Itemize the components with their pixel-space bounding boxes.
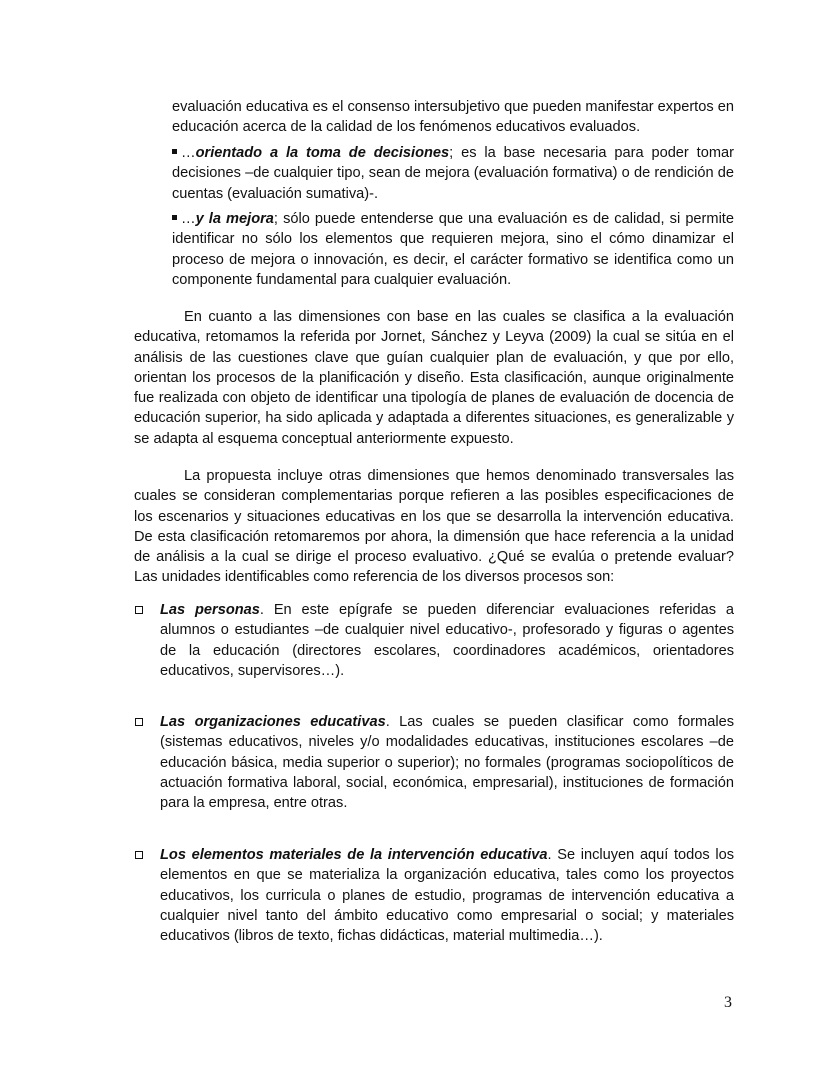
list-item-term: Los elementos materiales de la intervención educativa <box>160 847 548 863</box>
sub-bullet-prefix: … <box>181 211 196 227</box>
sub-bullet-mejora <box>172 209 734 290</box>
list-item-organizaciones <box>160 712 734 813</box>
body-paragraph-dimensiones: En cuanto a las dimensiones con base en las cuales se clasifica a la evaluación educativa, retomamos la referida por Jornet, Sánchez y Leyva (2009) la cual se sitúa en el análisis de las cuestiones clave que guían cualquier plan de evaluación, y que por ello, orientan los procesos de la planificación y diseño. Esta clasificación, aunque originalmente fue realizada con objeto de identificar una tipología de planes de evaluación de docencia de educación superior, ha sido aplicada y adaptada a diferentes situaciones, es generalizable y se adapta al esquema conceptual anteriormente expuesto. <box>134 309 734 447</box>
list-item-term: Las organizaciones educativas <box>160 714 386 730</box>
checkbox-bullet-icon <box>135 851 143 859</box>
list-item-text: . En este epígrafe se pueden diferenciar evaluaciones referidas a alumnos o estudiantes –de cualquier nivel educativo-, profesorado y figuras o agentes de la educación (directores escolares, coordinadores académicos, orientadores educativos, supervisores…). <box>160 602 734 679</box>
list-item-text: . Se incluyen aquí todos los elementos en que se materializa la organización educativa, tales como los proyectos educativos, los curricula o planes de estudio, programas de intervención educativa a cualquier nivel tanto del ámbito educativo como empresarial o social; y materiales educativos (libros de texto, fichas didácticas, material multimedia…). <box>160 847 735 945</box>
list-item-term: Las personas <box>160 602 260 618</box>
sub-bullet-prefix: … <box>181 145 196 161</box>
page-number: 3 <box>724 994 732 1011</box>
checkbox-bullet-icon <box>135 718 143 726</box>
list-item-text: . Las cuales se pueden clasificar como formales (sistemas educativos, niveles y/o modalidades educativas, instituciones escolares –de educación básica, media superior o superior); no formales (programas sociopolíticos de actuación formativa laboral, social, económica, empresarial), instituciones de formación para la empresa, entre otras. <box>160 714 734 812</box>
list-item-personas <box>160 600 734 681</box>
checkbox-bullet-icon <box>135 606 143 614</box>
list-item-elementos-materiales <box>160 845 734 946</box>
sub-bullet-term: orientado a la toma de decisiones <box>195 145 450 161</box>
sub-bullet-text: ; es la base necesaria para poder tomar decisiones –de cualquier tipo, sean de mejora (evaluación formativa) o de rendición de cuentas (evaluación sumativa)-. <box>172 145 734 202</box>
square-bullet-icon <box>172 149 177 154</box>
sub-bullet-decisions <box>172 143 734 204</box>
sub-bullet-text: ; sólo puede entenderse que una evaluación es de calidad, si permite identificar no sólo los elementos que requieren mejora, sino el cómo dinamizar el proceso de mejora o innovación, es decir, el carácter formativo se identifica como un componente fundamental para cualquier evaluación. <box>172 211 734 288</box>
square-bullet-icon <box>172 215 177 220</box>
intro-paragraph-tail: evaluación educativa es el consenso intersubjetivo que pueden manifestar expertos en educación acerca de la calidad de los fenómenos educativos evaluados. <box>172 99 734 136</box>
body-paragraph-propuesta: La propuesta incluye otras dimensiones que hemos denominado transversales las cuales se consideran complementarias porque refieren a las posibles especificaciones de los escenarios y situaciones educativas en los que se desarrolla la intervención educativa. De esta clasificación retomaremos por ahora, la dimensión que hace referencia a la unidad de análisis a la cual se dirige el proceso evaluativo. ¿Qué se evalúa o pretende evaluar? Las unidades identificables como referencia de los diversos procesos son: <box>134 468 734 586</box>
sub-bullet-term: y la mejora <box>195 211 274 227</box>
